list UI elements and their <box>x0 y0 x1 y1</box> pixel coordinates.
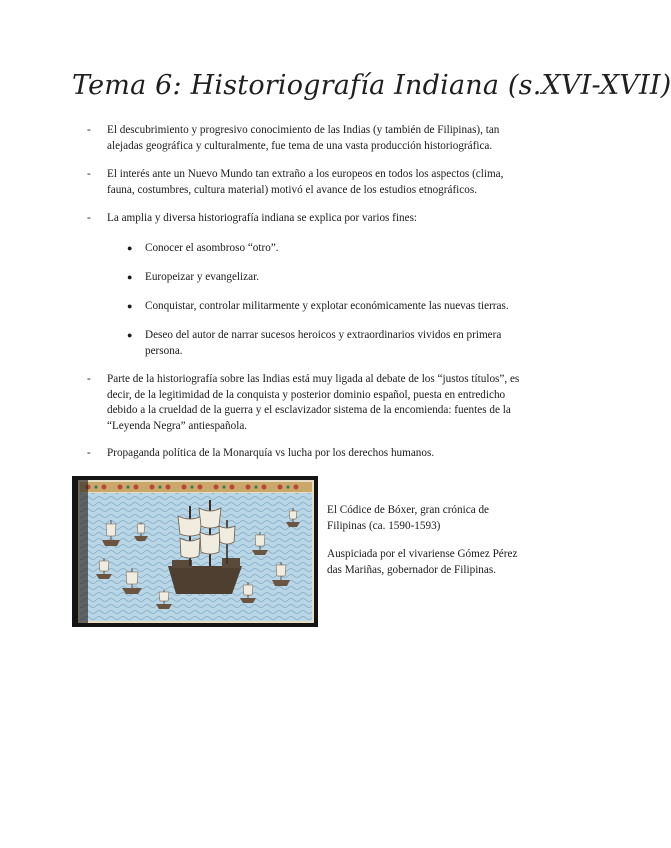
subpoint-text: Europeizar y evangelizar. <box>145 271 259 283</box>
sub-list-item <box>127 270 527 286</box>
list-item <box>87 167 527 198</box>
point-text: Parte de la historiografía sobre las Indias está muy ligada al debate de los “justos títulos”, es decir, de la legitimidad de la conquista y posterior dominio español, puesta en entredicho debido a la crueldad de la guerra y el esclavizador sistema de la encomienda: fuentes de la “Leyenda Negra” antiespañola. <box>107 373 520 432</box>
figure-caption: El Códice de Bóxer, gran crónica de Filipinas (ca. 1590-1593) <box>327 504 490 532</box>
dash-bullet: - <box>87 447 91 459</box>
sub-list-item <box>127 299 527 315</box>
codex-illustration <box>72 476 318 627</box>
dot-bullet: ● <box>127 330 133 340</box>
dot-bullet: ● <box>127 272 133 282</box>
subpoint-text: Deseo del autor de narrar sucesos heroicos y extraordinarios vividos en primera persona. <box>145 329 502 357</box>
point-text: La amplia y diversa historiografía indiana se explica por varios fines: <box>107 212 418 224</box>
figure-caption-detail: Auspiciada por el vivariense Gómez Pérez das Mariñas, gobernador de Filipinas. <box>327 548 518 576</box>
dash-bullet: - <box>87 373 91 385</box>
sub-list-item <box>127 328 527 359</box>
list-item <box>87 123 527 154</box>
dot-bullet: ● <box>127 301 133 311</box>
page-title: Tema 6: Historiografía Indiana (s.XVI-XVII) <box>72 70 671 101</box>
subpoint-text: Conquistar, controlar militarmente y explotar económicamente las nuevas tierras. <box>145 300 509 312</box>
dash-bullet: - <box>87 212 91 224</box>
list-item <box>87 211 527 227</box>
dash-bullet: - <box>87 168 91 180</box>
dot-bullet: ● <box>127 243 133 253</box>
subpoint-text: Conocer el asombroso “otro”. <box>145 242 279 254</box>
point-text: El interés ante un Nuevo Mundo tan extraño a los europeos en todos los aspectos (clima, fauna, costumbres, cultura material) motivó el avance de los estudios etnográficos. <box>107 168 504 196</box>
point-text: Propaganda política de la Monarquía vs lucha por los derechos humanos. <box>107 447 435 459</box>
sub-list-item <box>127 241 527 257</box>
list-item <box>87 446 527 462</box>
ships-at-sea-image <box>72 476 318 627</box>
list-item <box>87 372 527 434</box>
point-text: El descubrimiento y progresivo conocimiento de las Indias (y también de Filipinas), tan alejadas geográfica y culturalmente, fue tema de una vasta producción historiográfica. <box>107 124 500 152</box>
dash-bullet: - <box>87 124 91 136</box>
